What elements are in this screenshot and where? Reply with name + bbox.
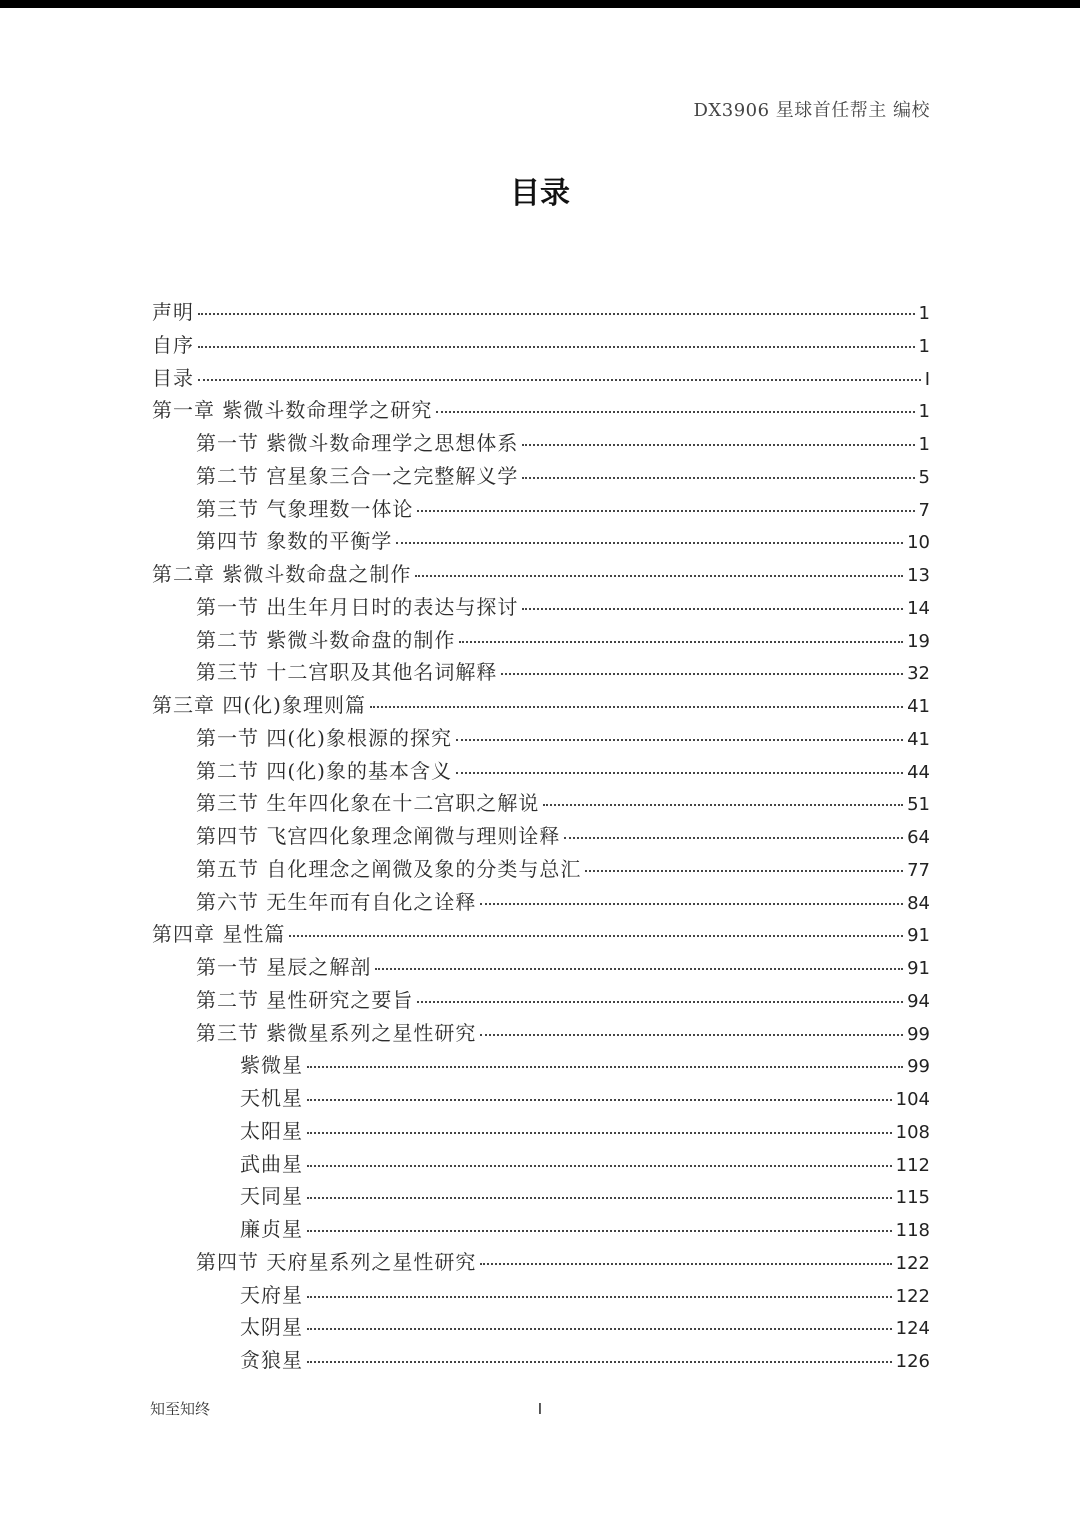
toc-dot-leader (198, 346, 915, 348)
toc-entry[interactable] (152, 394, 930, 427)
top-border (0, 0, 1080, 8)
toc-entry[interactable] (152, 591, 930, 624)
toc-entry[interactable] (152, 493, 930, 526)
toc-entry-title: 天府星 (240, 1282, 303, 1307)
toc-entry-title: 第五节 自化理念之阐微及象的分类与总汇 (196, 856, 582, 881)
toc-entry-page: 91 (907, 925, 930, 947)
toc-entry-page: 7 (918, 499, 930, 521)
toc-entry-title: 第三节 十二宫职及其他名词解释 (196, 660, 498, 685)
toc-entry[interactable] (152, 1344, 930, 1377)
toc-dot-leader (307, 1197, 892, 1199)
toc-dot-leader (501, 673, 903, 675)
page-title: 目录 (510, 176, 570, 211)
toc-dot-leader (307, 1099, 892, 1101)
toc-entry-page: 104 (895, 1089, 930, 1110)
toc-entry-title: 天同星 (240, 1184, 303, 1209)
toc-entry-title: 第四节 象数的平衡学 (196, 529, 393, 554)
footer-left-text: 知至知终 (150, 1400, 211, 1418)
toc-entry-title: 第二节 紫微斗数命盘的制作 (196, 627, 456, 652)
toc-entry[interactable] (152, 525, 930, 558)
toc-dot-leader (436, 411, 914, 413)
toc-dot-leader (307, 1132, 892, 1134)
toc-dot-leader (396, 542, 903, 544)
toc-entry-title: 第六节 无生年而有自化之诠释 (196, 889, 477, 914)
toc-entry-page: 1 (918, 335, 930, 357)
toc-entry-title: 廉贞星 (240, 1217, 303, 1241)
toc-dot-leader (564, 837, 903, 839)
toc-entry-page: 77 (907, 859, 930, 881)
toc-entry-title: 第四节 天府星系列之星性研究 (196, 1249, 477, 1274)
toc-entry[interactable] (152, 624, 930, 657)
toc-entry-title: 紫微星 (240, 1053, 303, 1078)
footer-page-number: I (537, 1400, 543, 1418)
toc-entry-title: 自序 (152, 332, 194, 357)
header-credit: DX3906 星球首任帮主 编校 (693, 100, 930, 121)
toc-dot-leader (307, 1361, 892, 1363)
toc-entry-page: 13 (907, 565, 930, 586)
toc-entry-page: 122 (895, 1285, 930, 1307)
toc-dot-leader (198, 379, 921, 381)
toc-entry[interactable] (152, 1279, 930, 1312)
toc-entry-title: 第一节 紫微斗数命理学之思想体系 (196, 431, 519, 455)
table-of-contents (152, 296, 930, 1377)
toc-entry-page: 126 (895, 1351, 930, 1372)
toc-entry-page: 1 (918, 303, 930, 324)
toc-entry[interactable] (152, 820, 930, 853)
toc-dot-leader (522, 444, 914, 446)
toc-dot-leader (417, 510, 914, 512)
toc-entry[interactable] (152, 1049, 930, 1082)
toc-entry[interactable] (152, 427, 930, 460)
toc-entry[interactable] (152, 755, 930, 788)
toc-entry[interactable] (152, 689, 930, 722)
toc-entry-page: 44 (907, 761, 930, 783)
toc-entry-title: 第三节 气象理数一体论 (196, 496, 414, 521)
toc-dot-leader (307, 1165, 892, 1167)
toc-entry-page: 99 (907, 1023, 930, 1045)
toc-entry-page: 41 (907, 696, 930, 717)
toc-entry[interactable] (152, 918, 930, 951)
toc-entry-page: 64 (907, 827, 930, 848)
toc-dot-leader (456, 772, 903, 774)
toc-dot-leader (417, 1001, 903, 1003)
toc-entry-page: 1 (918, 401, 930, 423)
toc-entry-title: 声明 (152, 300, 194, 324)
toc-entry[interactable] (152, 1311, 930, 1344)
toc-entry[interactable] (152, 886, 930, 919)
toc-entry-title: 第四节 飞宫四化象理念阐微与理则诠释 (196, 824, 561, 848)
toc-dot-leader (480, 903, 903, 905)
toc-dot-leader (456, 739, 903, 741)
toc-entry-page: 94 (907, 990, 930, 1012)
toc-entry[interactable] (152, 1148, 930, 1181)
toc-entry-page: 1 (918, 434, 930, 455)
toc-entry-page: 51 (907, 794, 930, 816)
toc-entry[interactable] (152, 296, 930, 329)
toc-dot-leader (415, 575, 903, 577)
toc-entry-page: 41 (907, 728, 930, 750)
toc-entry[interactable] (152, 787, 930, 820)
toc-entry-title: 第三章 四(化)象理则篇 (152, 693, 366, 717)
toc-entry[interactable] (152, 951, 930, 984)
toc-entry-page: 10 (907, 532, 930, 554)
toc-entry-title: 第一节 星辰之解剖 (196, 955, 372, 979)
toc-entry-title: 第二节 宫星象三合一之完整解义学 (196, 463, 519, 488)
toc-entry-title: 第三节 紫微星系列之星性研究 (196, 1020, 477, 1045)
toc-dot-leader (585, 870, 903, 872)
toc-entry-title: 第一章 紫微斗数命理学之研究 (152, 398, 433, 423)
toc-dot-leader (289, 935, 903, 937)
toc-entry-page: 91 (907, 958, 930, 979)
toc-entry[interactable] (152, 656, 930, 689)
toc-entry[interactable] (152, 362, 930, 395)
toc-dot-leader (543, 804, 903, 806)
toc-dot-leader (480, 1263, 891, 1265)
toc-entry[interactable] (152, 853, 930, 886)
toc-entry-page: 32 (907, 663, 930, 685)
toc-entry-page: 124 (895, 1318, 930, 1340)
toc-entry[interactable] (152, 1017, 930, 1050)
toc-entry[interactable] (152, 1246, 930, 1279)
toc-entry-page: I (924, 368, 930, 390)
toc-entry[interactable] (152, 329, 930, 362)
toc-dot-leader (307, 1296, 892, 1298)
toc-entry-title: 太阴星 (240, 1315, 303, 1340)
toc-entry-title: 第二节 星性研究之要旨 (196, 987, 414, 1012)
toc-entry[interactable] (152, 1082, 930, 1115)
toc-entry-title: 武曲星 (240, 1151, 303, 1176)
toc-dot-leader (198, 313, 915, 315)
toc-entry[interactable] (152, 1180, 930, 1213)
toc-entry-title: 太阳星 (240, 1118, 303, 1143)
toc-dot-leader (522, 477, 914, 479)
toc-entry-title: 第二节 四(化)象的基本含义 (196, 758, 452, 783)
toc-entry[interactable] (152, 984, 930, 1017)
toc-dot-leader (480, 1034, 903, 1036)
toc-entry-page: 14 (907, 597, 930, 619)
toc-entry[interactable] (152, 1115, 930, 1148)
toc-entry-title: 第一节 四(化)象根源的探究 (196, 725, 452, 750)
toc-dot-leader (307, 1230, 892, 1232)
toc-entry-page: 84 (907, 892, 930, 914)
toc-dot-leader (522, 608, 903, 610)
toc-dot-leader (307, 1066, 903, 1068)
toc-entry[interactable] (152, 558, 930, 591)
toc-entry-page: 122 (895, 1252, 930, 1274)
toc-dot-leader (375, 968, 903, 970)
toc-entry-title: 第二章 紫微斗数命盘之制作 (152, 562, 412, 586)
toc-entry-title: 目录 (152, 365, 194, 390)
toc-dot-leader (307, 1328, 892, 1330)
toc-entry-title: 第四章 星性篇 (152, 922, 286, 947)
toc-entry-title: 第三节 生年四化象在十二宫职之解说 (196, 791, 540, 816)
toc-entry[interactable] (152, 722, 930, 755)
toc-entry-title: 天机星 (240, 1086, 303, 1110)
toc-dot-leader (370, 706, 903, 708)
toc-entry-page: 112 (895, 1154, 930, 1176)
toc-entry-page: 5 (918, 466, 930, 488)
toc-entry-page: 99 (907, 1056, 930, 1078)
toc-entry[interactable] (152, 1213, 930, 1246)
toc-entry-title: 第一节 出生年月日时的表达与探讨 (196, 594, 519, 619)
toc-entry[interactable] (152, 460, 930, 493)
toc-entry-page: 19 (907, 630, 930, 652)
toc-entry-page: 118 (895, 1220, 930, 1241)
toc-dot-leader (459, 641, 903, 643)
toc-entry-title: 贪狼星 (240, 1348, 303, 1372)
toc-entry-page: 115 (895, 1187, 930, 1209)
toc-entry-page: 108 (895, 1121, 930, 1143)
